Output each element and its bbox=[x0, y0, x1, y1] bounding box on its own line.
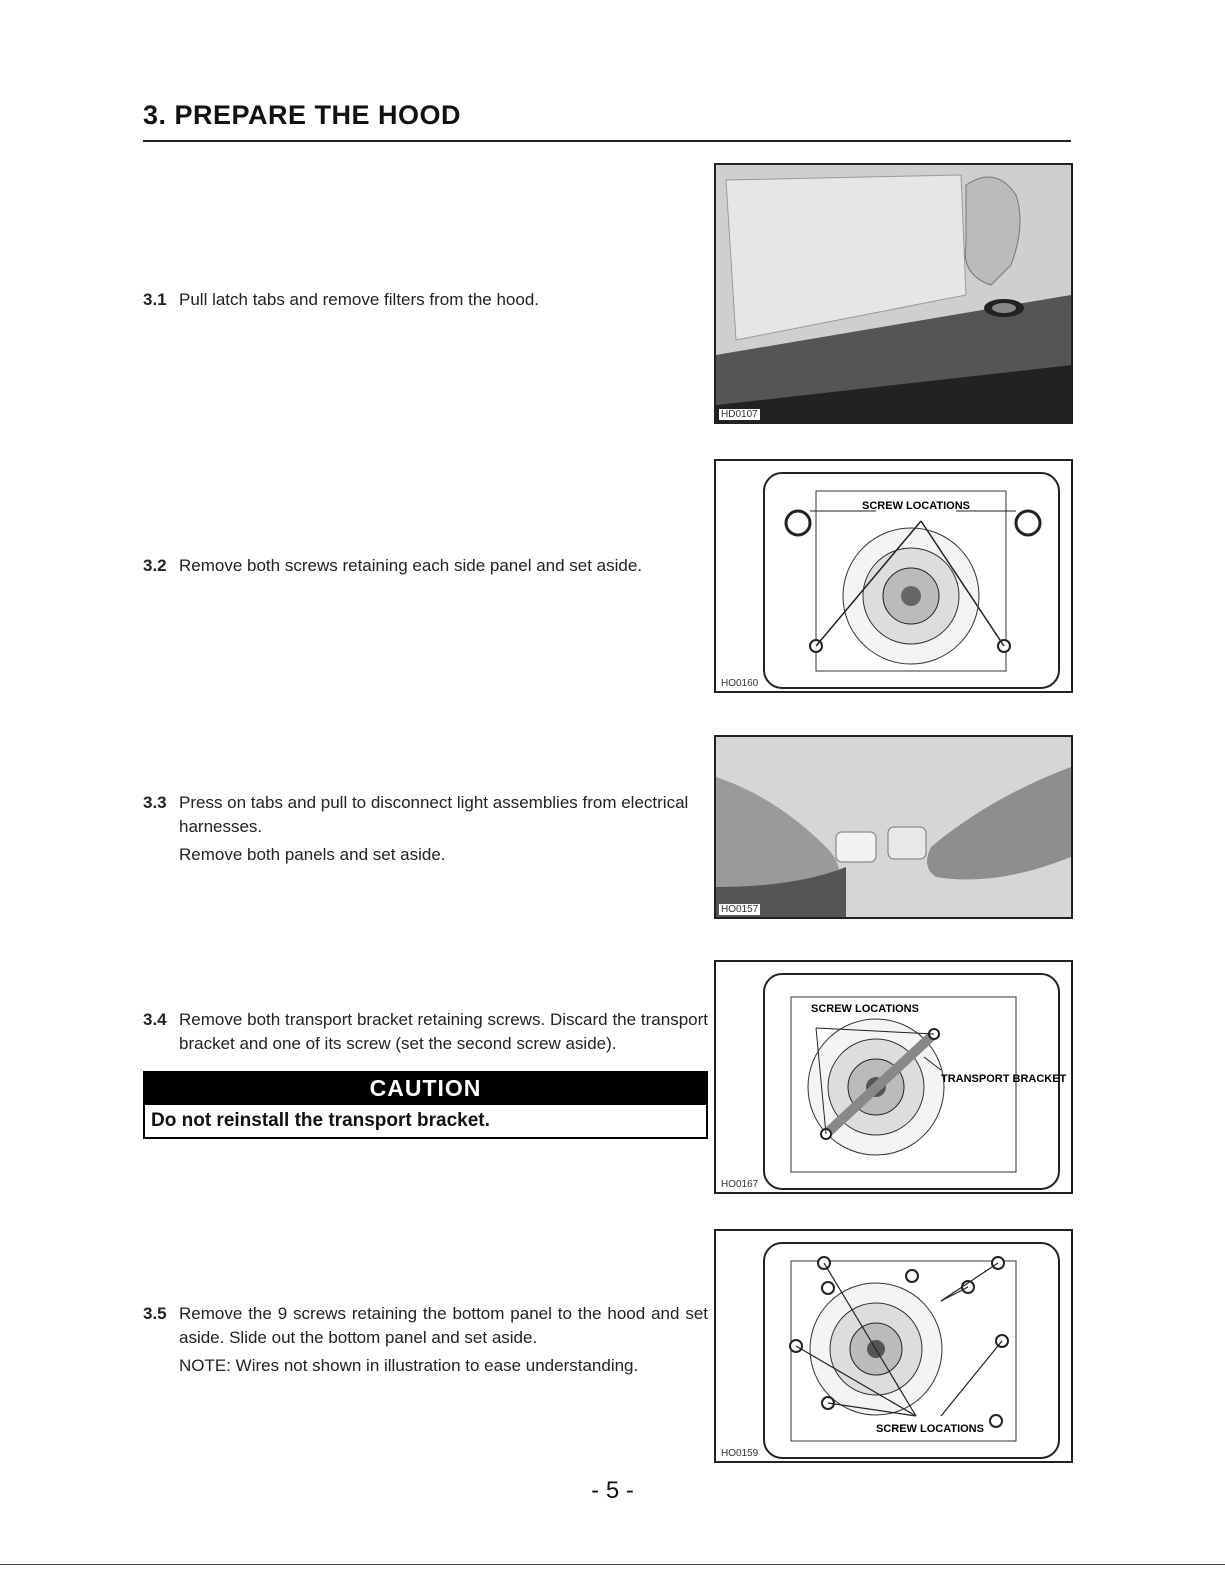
screw-locations-label: SCREW LOCATIONS bbox=[876, 1423, 984, 1435]
step-number: 3.1 bbox=[143, 290, 167, 309]
page-number: - 5 - bbox=[591, 1477, 634, 1504]
step-3-3 bbox=[143, 791, 708, 867]
step-number: 3.3 bbox=[143, 793, 167, 812]
side-panel-diagram bbox=[716, 461, 1071, 691]
step-text: Remove both screws retaining each side panel and set aside. bbox=[179, 556, 643, 575]
figure-light-connectors bbox=[714, 735, 1073, 919]
step-3-1 bbox=[143, 288, 708, 312]
page-title: 3. PREPARE THE HOOD bbox=[143, 100, 462, 130]
step-text: Remove both transport bracket retaining screws. Discard the transport bracket and one of its screw (set the second screw aside). bbox=[179, 1010, 708, 1053]
caution-box bbox=[143, 1071, 708, 1139]
figure-code: HO0159 bbox=[721, 1448, 759, 1459]
filter-photo bbox=[716, 165, 1071, 422]
step-text-secondary: Remove both panels and set aside. bbox=[179, 845, 446, 864]
caution-heading: CAUTION bbox=[143, 1071, 708, 1105]
figure-side-panel-screws bbox=[714, 459, 1073, 693]
screw-locations-label: SCREW LOCATIONS bbox=[862, 500, 970, 512]
step-3-2 bbox=[143, 554, 708, 578]
figure-transport-bracket bbox=[714, 960, 1073, 1194]
title-divider bbox=[143, 140, 1071, 142]
bottom-divider bbox=[0, 1564, 1225, 1565]
bottom-panel-diagram bbox=[716, 1231, 1071, 1461]
step-text: Pull latch tabs and remove filters from the hood. bbox=[179, 290, 540, 309]
figure-code: HD0107 bbox=[721, 409, 758, 420]
figure-filter-removal bbox=[714, 163, 1073, 424]
transport-bracket-diagram bbox=[716, 962, 1071, 1192]
figure-bottom-panel-screws bbox=[714, 1229, 1073, 1463]
caution-text: Do not reinstall the transport bracket. bbox=[143, 1105, 708, 1139]
step-note: NOTE: Wires not shown in illustration to ease understanding. bbox=[179, 1356, 639, 1375]
step-3-5 bbox=[143, 1302, 708, 1378]
transport-bracket-label: TRANSPORT BRACKET bbox=[941, 1073, 1067, 1085]
step-number: 3.2 bbox=[143, 556, 167, 575]
screw-locations-label: SCREW LOCATIONS bbox=[811, 1003, 919, 1015]
step-text: Remove the 9 screws retaining the bottom panel to the hood and set aside. Slide out the bottom panel and set aside. bbox=[179, 1304, 708, 1347]
hands-photo bbox=[716, 737, 1071, 917]
step-3-4 bbox=[143, 1008, 708, 1056]
step-number: 3.5 bbox=[143, 1304, 167, 1323]
figure-code: HO0157 bbox=[721, 904, 759, 915]
step-text: Press on tabs and pull to disconnect light assemblies from electrical harnesses. bbox=[179, 793, 689, 836]
figure-code: HO0160 bbox=[721, 678, 759, 689]
step-number: 3.4 bbox=[143, 1010, 167, 1029]
figure-code: HO0167 bbox=[721, 1179, 759, 1190]
